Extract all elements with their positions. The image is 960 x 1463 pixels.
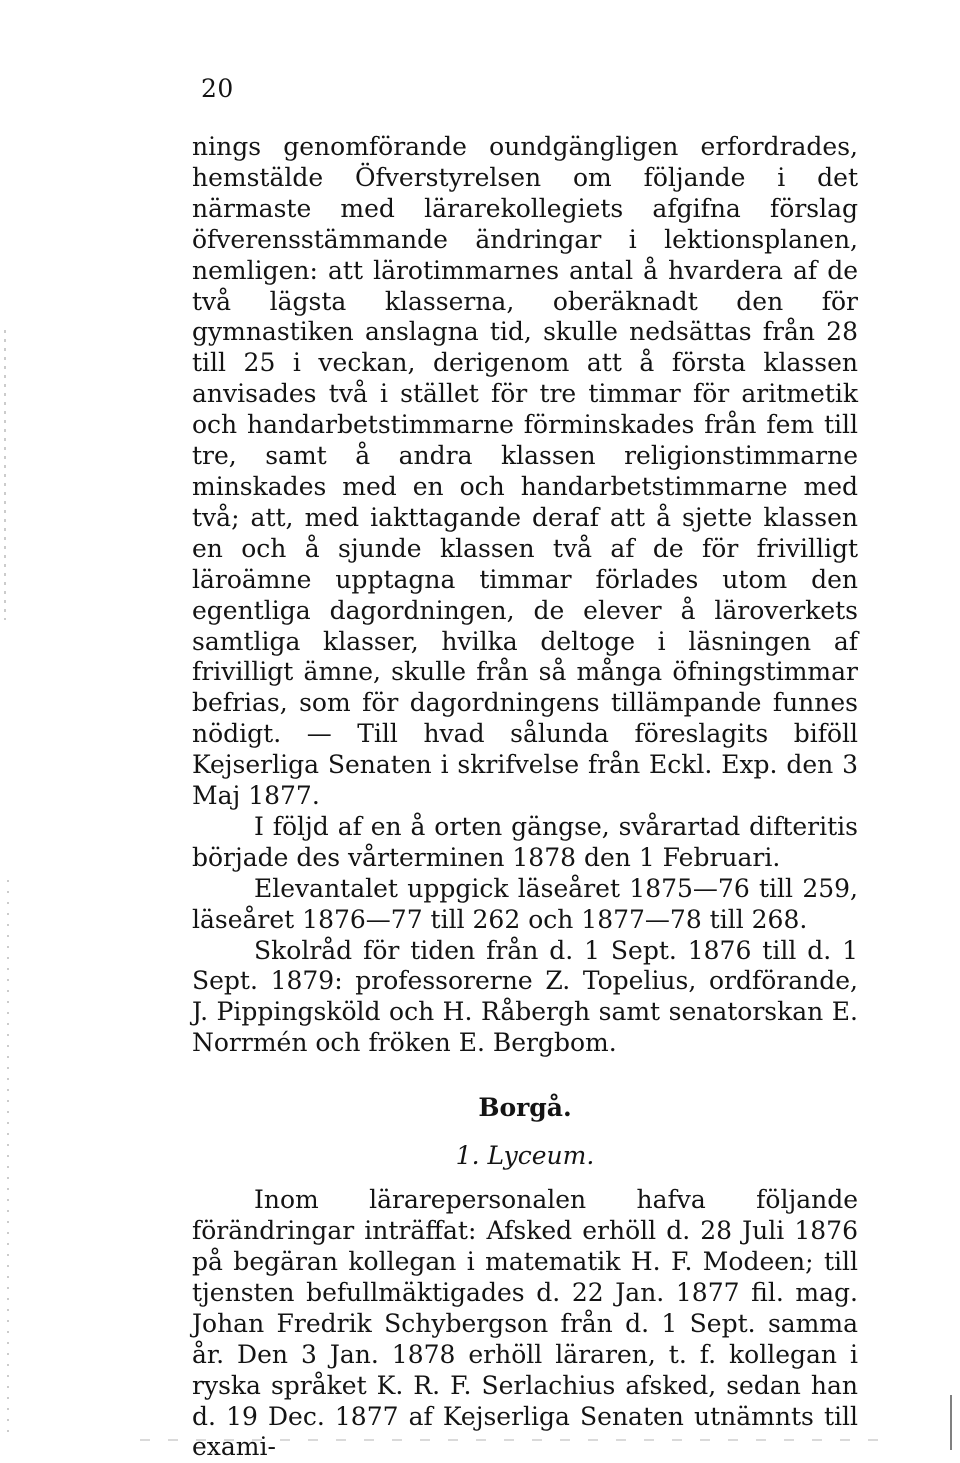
paragraph-2: I följd af en å orten gängse, svårartad difteritis började des vårterminen 1878 den 1 Februari. — [192, 811, 858, 872]
body-text — [192, 132, 858, 1463]
section-subheading: 1. Lyceum. — [455, 1141, 595, 1171]
paragraph-4: Skolråd för tiden från d. 1 Sept. 1876 till d. 1 Sept. 1879: professorerne Z. Topelius, ordförande, J. Pippingsköld och H. Råbergh samt senatorskan E. Norrmén och fröken E. Bergbom. — [192, 935, 858, 1058]
paragraph-1: nings genomförande oundgängligen erfordrades, hemstälde Öfverstyrelsen om följande i det närmaste med lärarekollegiets afgifna förslag öfverensstämmande ändringar i lektionsplanen, nemligen: att lärotimmarnes antal å hvardera af de två lägsta klasserna, oberäknadt den för gymnastiken anslagna tid, skulle nedsättas från 28 till 25 i veckan, derigenom att å första klassen anvisades två i stället för tre timmar för aritmetik och handarbetstimmarne förminskades från fem till tre, samt å andra klassen religionstimmarne minskades med en och handarbetstimmarne med två; att, med iakttagande deraf att å sjette klassen en och å sjunde klassen två af de för frivilligt läroämne upptagna timmar förlades utom den egentliga dagordningen, de elever å läroverkets samtliga klasser, hvilka deltoge i läsningen af frivilligt ämne, skulle från så många öfningstimmar befrias, som för dagordningens tillämpande funnes nödigt. — Till hvad sålunda föreslagits biföll Kejserliga Senaten i skrifvelse från Eckl. Exp. den 3 Maj 1877. — [192, 132, 858, 811]
paragraph-5: Inom lärarepersonalen hafva följande förändringar inträffat: Afsked erhöll d. 28 Juli 1876 på begäran kollegan i matematik H. F. Modeen; till tjensten befullmäktigades d. 22 Jan. 1877 fil. mag. Johan Fredrik Schybergson från d. 1 Sept. samma år. Den 3 Jan. 1878 erhöll läraren, t. f. kollegan i ryska språket K. R. F. Serlachius afsked, sedan han d. 19 Dec. 1877 af Kejserliga Senaten utnämnts till exami- — [192, 1185, 858, 1462]
section-heading: Borgå. — [478, 1093, 572, 1123]
paragraph-3: Elevantalet uppgick läseåret 1875—76 till 259, läseåret 1876—77 till 262 och 1877—78 till 268. — [192, 873, 858, 934]
page-number: 20 — [201, 74, 234, 103]
